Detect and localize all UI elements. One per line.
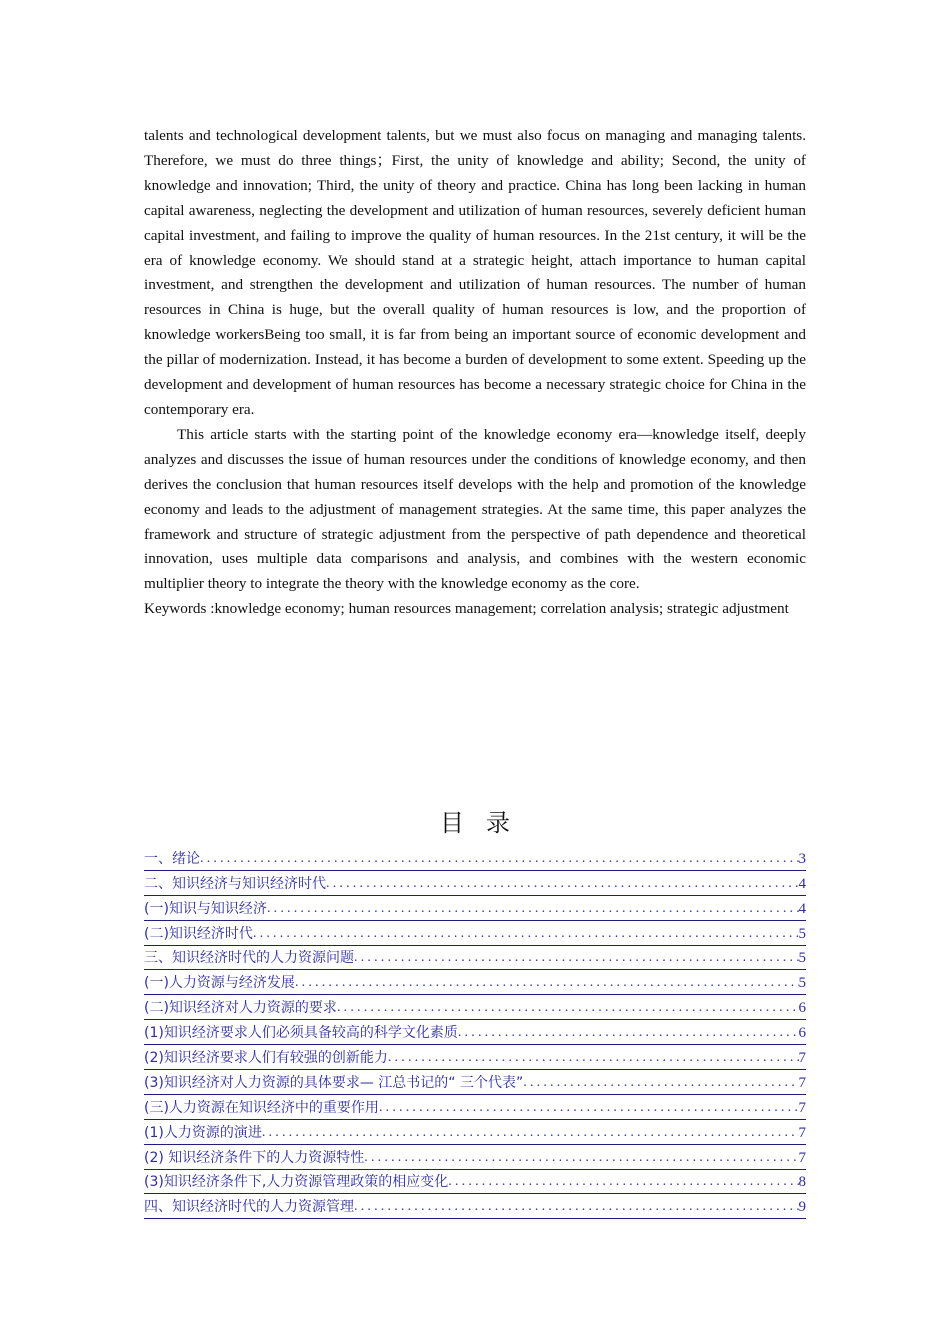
toc-dot-leader <box>458 1023 799 1044</box>
toc-dot-leader <box>200 849 799 870</box>
toc-entry-label: (一)知识与知识经济 <box>144 900 267 917</box>
toc-entry-label: (1)人力资源的演进 <box>144 1124 262 1141</box>
toc-entry-label: (一)人力资源与经济发展 <box>144 975 295 992</box>
toc-page-number: 7 <box>798 1149 806 1166</box>
toc-entry-label: 四、知识经济时代的人力资源管理 <box>144 1199 354 1216</box>
toc-entry-label: (二)知识经济对人力资源的要求 <box>144 1000 337 1017</box>
keywords: Keywords :knowledge economy; human resources management; correlation analysis; strategic adjustment <box>144 600 789 618</box>
toc-page-number: 5 <box>798 925 806 942</box>
toc-entry-label: 二、知识经济与知识经济时代 <box>144 875 326 892</box>
toc-entry-label: (2)知识经济要求人们有较强的创新能力 <box>144 1050 388 1067</box>
toc-entry-link[interactable] <box>144 1095 806 1120</box>
toc-dot-leader <box>523 1073 798 1094</box>
toc-page-number: 7 <box>798 1074 806 1091</box>
toc-dot-leader <box>337 998 799 1019</box>
abstract-paragraph: This article starts with the starting point of the knowledge economy era—knowledge itself, deeply analyzes and discusses the issue of human resources under the conditions of knowledge economy, and then derives the conclusion that human resources itself develops with the help and promotion of the knowledge economy and leads to the adjustment of management strategies. At the same time, this paper analyzes the framework and structure of strategic adjustment from the perspective of path dependence and theoretical innovation, uses multiple data comparisons and analysis, and combines with the western economic multiplier theory to integrate the theory with the knowledge economy as the core. <box>144 425 806 593</box>
toc-entry-link[interactable] <box>144 970 806 995</box>
toc-dot-leader <box>354 948 799 969</box>
toc-entry-label: (1)知识经济要求人们必须具备较高的科学文化素质 <box>144 1025 458 1042</box>
toc-entry-link[interactable] <box>144 1020 806 1045</box>
abstract-section <box>144 124 806 622</box>
toc-page-number: 5 <box>798 950 806 967</box>
toc-page-number: 4 <box>798 900 806 917</box>
table-of-contents <box>144 846 806 1219</box>
toc-title: 目录 <box>440 809 532 837</box>
toc-entry-label: (三)人力资源在知识经济中的重要作用 <box>144 1099 379 1116</box>
toc-entry-link[interactable] <box>144 846 806 871</box>
toc-page-number: 5 <box>798 975 806 992</box>
toc-page-number: 7 <box>798 1050 806 1067</box>
abstract-paragraph: talents and technological development talents, but we must also focus on managing and managing talents. Therefore, we must do three things；First, the unity of knowledge and ability; Second, the unity of knowledge and innovation; Third, the unity of theory and practice. China has long been lacking in human capital awareness, neglecting the development and utilization of human resources, severely deficient human capital investment, and failing to improve the quality of human resources. In the 21st century, it will be the era of knowledge economy. We should stand at a strategic height, attach importance to human capital investment, and strengthen the development and utilization of human resources. The number of human resources in China is huge, but the overall quality of human resources is low, and the proportion of knowledge workersBeing too small, it is far from being an important source of economic development and the pillar of modernization. Instead, it has become a burden of development to some extent. Speeding up the development and development of human resources has become a necessary strategic choice for China in the contemporary era. <box>144 127 806 418</box>
toc-dot-leader <box>448 1172 798 1193</box>
toc-dot-leader <box>267 899 799 920</box>
toc-entry-link[interactable] <box>144 946 806 971</box>
toc-page-number: 6 <box>798 1000 806 1017</box>
toc-entry-link[interactable] <box>144 1145 806 1170</box>
toc-dot-leader <box>379 1098 799 1119</box>
toc-entry-link[interactable] <box>144 896 806 921</box>
toc-dot-leader <box>354 1197 799 1218</box>
toc-entry-label: (二)知识经济时代 <box>144 925 253 942</box>
toc-entry-label: (2) 知识经济条件下的人力资源特性 <box>144 1149 365 1166</box>
toc-page-number: 6 <box>798 1025 806 1042</box>
toc-entry-link[interactable] <box>144 995 806 1020</box>
toc-dot-leader <box>326 874 799 895</box>
toc-entry-label: (3)知识经济条件下,人力资源管理政策的相应变化 <box>144 1174 449 1191</box>
toc-page-number: 4 <box>798 875 806 892</box>
toc-page-number: 9 <box>798 1199 806 1216</box>
toc-entry-link[interactable] <box>144 921 806 946</box>
toc-entry-link[interactable] <box>144 1194 806 1219</box>
toc-entry-label: 三、知识经济时代的人力资源问题 <box>144 950 354 967</box>
toc-entry-link[interactable] <box>144 1120 806 1145</box>
toc-page-number: 3 <box>798 850 806 867</box>
toc-entry-link[interactable] <box>144 1045 806 1070</box>
toc-dot-leader <box>295 973 799 994</box>
toc-entry-link[interactable] <box>144 1070 806 1095</box>
toc-dot-leader <box>364 1148 798 1169</box>
toc-page-number: 8 <box>798 1174 806 1191</box>
toc-entry-label: 一、绪论 <box>144 850 200 867</box>
toc-entry-link[interactable] <box>144 871 806 896</box>
toc-entry-label: (3)知识经济对人力资源的具体要求— 江总书记的“ 三个代表” <box>144 1074 524 1091</box>
toc-page-number: 7 <box>798 1099 806 1116</box>
toc-dot-leader <box>253 924 799 945</box>
toc-page-number: 7 <box>798 1124 806 1141</box>
toc-dot-leader <box>262 1123 799 1144</box>
toc-dot-leader <box>388 1048 799 1069</box>
toc-entry-link[interactable] <box>144 1170 806 1195</box>
